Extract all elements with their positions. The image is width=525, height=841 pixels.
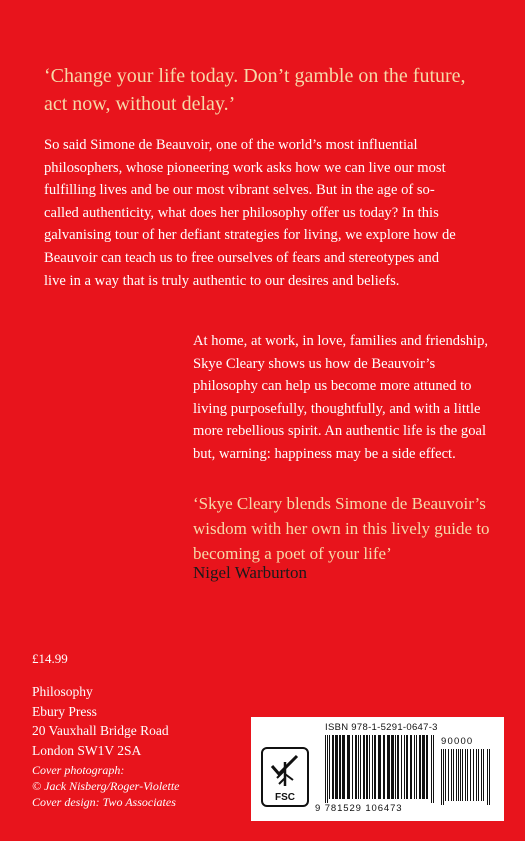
- barcode-bar: [358, 735, 359, 799]
- barcode-bar: [342, 735, 345, 799]
- barcode-bar: [470, 749, 471, 801]
- barcode-bar: [387, 735, 390, 799]
- barcode-bar: [451, 749, 452, 801]
- barcode-bar: [335, 735, 338, 799]
- barcode-bar: [433, 735, 434, 803]
- barcode-bar: [363, 735, 365, 799]
- fsc-label: FSC: [275, 792, 295, 803]
- barcode-bar: [410, 735, 412, 799]
- barcode-bar: [352, 735, 353, 799]
- barcode-bar: [406, 735, 408, 799]
- barcode-bar: [414, 735, 415, 799]
- barcode-bar: [460, 749, 461, 801]
- review-author: Nigel Warburton: [193, 563, 307, 582]
- barcode-bar: [391, 735, 394, 799]
- barcode-bar: [416, 735, 417, 799]
- barcode-bar: [395, 735, 396, 799]
- barcode-bar: [419, 735, 421, 799]
- barcode-bar: [465, 749, 466, 801]
- barcode-bar: [426, 735, 428, 799]
- barcode-bar: [325, 735, 326, 803]
- barcode-bar: [476, 749, 477, 801]
- barcode-bar: [327, 735, 328, 803]
- barcode-bar: [443, 749, 444, 805]
- barcode-bar: [378, 735, 381, 799]
- barcode-bar: [329, 735, 330, 799]
- address-line-1: 20 Vauxhall Bridge Road: [32, 723, 169, 738]
- barcode-bar: [404, 735, 405, 799]
- barcode-bar: [489, 749, 490, 805]
- barcode-bar: [383, 735, 385, 799]
- barcode-bar: [478, 749, 479, 801]
- fsc-logo: [261, 747, 309, 807]
- photo-credit: © Jack Nisberg/Roger-Violette: [32, 779, 180, 793]
- barcode-bar: [487, 749, 488, 805]
- barcode-bar: [467, 749, 468, 801]
- barcode-bar: [422, 735, 425, 799]
- cover-credits: [32, 762, 180, 810]
- barcode-bar: [441, 749, 442, 805]
- address-line-2: London SW1V 2SA: [32, 742, 142, 758]
- blurb-paragraph-1: So said Simone de Beauvoir, one of the world’s most influential philosophers, whose pioneering work asks how we can live our most fulfilling lives and be our most vibrant selves. But in the age of so-called authenticity, what does her philosophy offer us today? In this galvanising tour of her defiant strategies for living, we explore how de Beauvoir can teach us to free ourselves of fears and stereotypes and live in a way that is truly authentic to our desires and beliefs.: [44, 137, 456, 289]
- barcode-bar: [372, 735, 373, 799]
- barcode-bar: [462, 749, 463, 801]
- barcode-bar: [401, 735, 402, 799]
- blurb-paragraph-2: At home, at work, in love, families and friendship, Skye Cleary shows us how de Beauvoir’s philosophy can help us become more attuned to living purposefully, thoughtfully, and with a little more rebellious spirit. An authentic life is the goal but, warning: happiness may be a side effect.: [193, 333, 489, 462]
- tree-checkmark-icon: [269, 752, 301, 788]
- barcode-bar: [339, 735, 341, 799]
- category: Philosophy: [32, 684, 93, 699]
- barcode-bar: [458, 749, 459, 801]
- barcode-bar: [483, 749, 484, 801]
- barcode-bar: [431, 735, 432, 803]
- barcode-bar: [453, 749, 454, 801]
- pull-quote: ‘Change your life today. Don’t gamble on the future, act now, without delay.’: [44, 65, 466, 115]
- barcode-bar: [456, 749, 457, 801]
- imprint: Ebury Press: [32, 703, 97, 719]
- addon-barcode: [441, 749, 493, 805]
- barcode-bar: [374, 735, 376, 799]
- barcode-bar: [448, 749, 449, 801]
- barcode-bar: [473, 749, 474, 801]
- barcode-bar: [332, 735, 334, 799]
- barcode-bar: [355, 735, 357, 799]
- isbn-label: ISBN 978-1-5291-0647-3: [325, 722, 438, 733]
- barcode-bar: [347, 735, 350, 799]
- addon-digits: 90000: [441, 736, 474, 747]
- isbn-barcode: [325, 735, 435, 803]
- photo-label: Cover photograph:: [32, 763, 125, 777]
- barcode-bar: [397, 735, 399, 799]
- barcode-bar: [366, 735, 368, 799]
- barcode-bar: [445, 749, 446, 801]
- barcode-bar: [369, 735, 370, 799]
- barcode-bar: [360, 735, 361, 799]
- barcode-panel: [251, 717, 504, 821]
- isbn-digits: 9 781529 106473: [315, 803, 403, 814]
- publisher-block: [32, 682, 169, 760]
- barcode-bar: [481, 749, 482, 801]
- review-quote: ‘Skye Cleary blends Simone de Beauvoir’s wisdom with her own in this lively guide to becoming a poet of your life’: [193, 494, 490, 563]
- price: £14.99: [32, 651, 68, 666]
- design-credit: Cover design: Two Associates: [32, 795, 176, 809]
